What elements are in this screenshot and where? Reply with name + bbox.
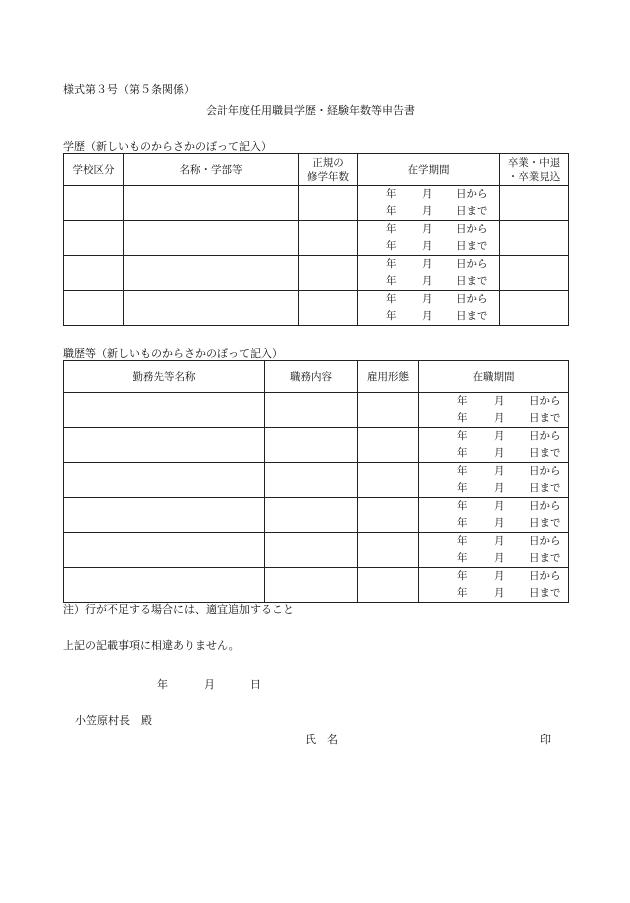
period-from-line [419,568,568,585]
employer-cell[interactable] [64,428,265,463]
addressee: 小笠原村長 殿 [75,714,152,727]
period-to-label: 日まで [529,447,561,459]
header-employer: 勤務先等名称 [64,361,265,393]
period-year-label: 年 [457,412,468,424]
education-row [64,186,569,221]
period-from-line [358,256,499,273]
period-cell[interactable] [419,393,569,428]
period-month-label: 月 [422,258,433,270]
period-from-line [419,498,568,515]
period-cell[interactable] [419,498,569,533]
period-year-label: 年 [457,465,468,477]
period-month-label: 月 [494,412,505,424]
header-enrollment-period: 在学期間 [358,154,500,186]
period-month-label: 月 [422,310,433,322]
header-duties: 職務内容 [265,361,358,393]
period-month-label: 月 [494,430,505,442]
employment-type-cell[interactable] [358,463,419,498]
period-cell[interactable] [419,533,569,568]
declaration: 上記の記載事項に相違ありません。 [63,639,240,652]
employer-cell[interactable] [64,533,265,568]
period-from-label: 日から [529,430,561,442]
header-employment-type: 雇用形態 [358,361,419,393]
duties-cell[interactable] [265,568,358,603]
graduation-status-cell[interactable] [500,291,569,326]
form-number: 様式第３号（第５条関係） [63,83,195,96]
period-year-label: 年 [386,223,397,235]
period-to-line [358,238,499,255]
period-to-line [419,445,568,462]
education-row [64,256,569,291]
duties-cell[interactable] [265,533,358,568]
period-to-label: 日まで [529,482,561,494]
education-heading: 学歴（新しいものからさかのぼって記入） [63,140,272,153]
period-month-label: 月 [494,447,505,459]
period-year-label: 年 [457,587,468,599]
period-from-label: 日から [456,223,488,235]
period-month-label: 月 [422,275,433,287]
header-status-line2: ・卒業見込 [507,170,561,183]
date-day-label: 日 [250,678,261,691]
period-from-label: 日から [529,395,561,407]
period-to-label: 日まで [529,587,561,599]
period-to-line [419,550,568,567]
period-from-label: 日から [529,500,561,512]
graduation-status-cell[interactable] [500,186,569,221]
duties-cell[interactable] [265,463,358,498]
period-from-line [358,186,499,203]
employment-type-cell[interactable] [358,393,419,428]
career-row [64,428,569,463]
period-month-label: 月 [494,500,505,512]
header-years-line1: 正規の [312,156,344,169]
period-to-line [358,273,499,290]
period-to-line [419,585,568,602]
school-name-cell[interactable] [124,256,299,291]
duties-cell[interactable] [265,428,358,463]
study-years-cell[interactable] [299,291,358,326]
header-status-line1: 卒業・中退 [507,156,561,169]
period-from-line [358,291,499,308]
period-year-label: 年 [386,240,397,252]
period-month-label: 月 [494,395,505,407]
period-year-label: 年 [386,310,397,322]
study-years-cell[interactable] [299,186,358,221]
school-name-cell[interactable] [124,221,299,256]
period-from-line [358,221,499,238]
header-status [500,154,569,186]
period-to-line [419,515,568,532]
period-cell[interactable] [358,256,500,291]
header-years-line2: 修学年数 [307,170,349,183]
career-row [64,393,569,428]
education-table [63,153,569,326]
period-year-label: 年 [457,552,468,564]
period-year-label: 年 [457,570,468,582]
period-from-label: 日から [456,188,488,200]
period-to-label: 日まで [456,310,488,322]
period-year-label: 年 [386,205,397,217]
graduation-status-cell[interactable] [500,256,569,291]
period-cell[interactable] [419,428,569,463]
period-from-line [419,393,568,410]
period-year-label: 年 [386,188,397,200]
study-years-cell[interactable] [299,221,358,256]
period-from-label: 日から [456,258,488,270]
period-to-line [358,203,499,220]
date-month-label: 月 [204,678,215,691]
career-row [64,568,569,603]
period-year-label: 年 [386,275,397,287]
study-years-cell[interactable] [299,256,358,291]
period-year-label: 年 [457,500,468,512]
period-month-label: 月 [422,240,433,252]
education-header-row [64,154,569,186]
graduation-status-cell[interactable] [500,221,569,256]
period-month-label: 月 [494,517,505,529]
period-year-label: 年 [457,395,468,407]
period-from-line [419,463,568,480]
period-from-line [419,533,568,550]
period-month-label: 月 [494,535,505,547]
education-row [64,221,569,256]
period-year-label: 年 [386,293,397,305]
header-school-type: 学校区分 [64,154,124,186]
period-from-label: 日から [529,465,561,477]
period-month-label: 月 [494,552,505,564]
career-row [64,498,569,533]
period-to-line [419,410,568,427]
career-table [63,360,569,603]
period-year-label: 年 [386,258,397,270]
school-name-cell[interactable] [124,186,299,221]
school-type-cell[interactable] [64,221,124,256]
period-month-label: 月 [422,188,433,200]
period-month-label: 月 [422,205,433,217]
note: 注）行が不足する場合には、適宜追加すること [63,603,294,616]
employer-cell[interactable] [64,568,265,603]
career-heading: 職歴等（新しいものからさかのぼって記入） [63,347,283,360]
period-from-line [419,428,568,445]
career-row [64,463,569,498]
employment-type-cell[interactable] [358,568,419,603]
date-year-label: 年 [157,678,168,691]
period-year-label: 年 [457,535,468,547]
period-cell[interactable] [358,221,500,256]
period-month-label: 月 [422,223,433,235]
period-to-label: 日まで [529,517,561,529]
period-to-label: 日まで [456,205,488,217]
employment-type-cell[interactable] [358,533,419,568]
duties-cell[interactable] [265,393,358,428]
employer-cell[interactable] [64,393,265,428]
period-to-label: 日まで [456,275,488,287]
period-cell[interactable] [358,291,500,326]
period-month-label: 月 [494,587,505,599]
period-to-line [358,308,499,325]
period-cell[interactable] [419,463,569,498]
period-month-label: 月 [494,482,505,494]
period-year-label: 年 [457,517,468,529]
period-year-label: 年 [457,482,468,494]
school-name-cell[interactable] [124,291,299,326]
period-year-label: 年 [457,430,468,442]
employment-type-cell[interactable] [358,498,419,533]
name-label: 氏 名 [305,733,338,746]
period-month-label: 月 [494,570,505,582]
seal-mark: 印 [540,733,551,746]
period-to-label: 日まで [456,240,488,252]
period-to-label: 日まで [529,412,561,424]
education-row [64,291,569,326]
school-type-cell[interactable] [64,256,124,291]
period-cell[interactable] [358,186,500,221]
period-cell[interactable] [419,568,569,603]
employment-type-cell[interactable] [358,428,419,463]
header-name-faculty: 名称・学部等 [124,154,299,186]
employer-cell[interactable] [64,498,265,533]
period-year-label: 年 [457,447,468,459]
period-to-line [419,480,568,497]
career-row [64,533,569,568]
school-type-cell[interactable] [64,186,124,221]
period-month-label: 月 [422,293,433,305]
header-employment-period: 在職期間 [419,361,569,393]
period-to-label: 日まで [529,552,561,564]
period-month-label: 月 [494,465,505,477]
career-header-row [64,361,569,393]
period-from-label: 日から [529,570,561,582]
header-years [299,154,358,186]
duties-cell[interactable] [265,498,358,533]
employer-cell[interactable] [64,463,265,498]
period-from-label: 日から [529,535,561,547]
school-type-cell[interactable] [64,291,124,326]
page-title: 会計年度任用職員学歴・経験年数等申告書 [206,104,415,117]
period-from-label: 日から [456,293,488,305]
